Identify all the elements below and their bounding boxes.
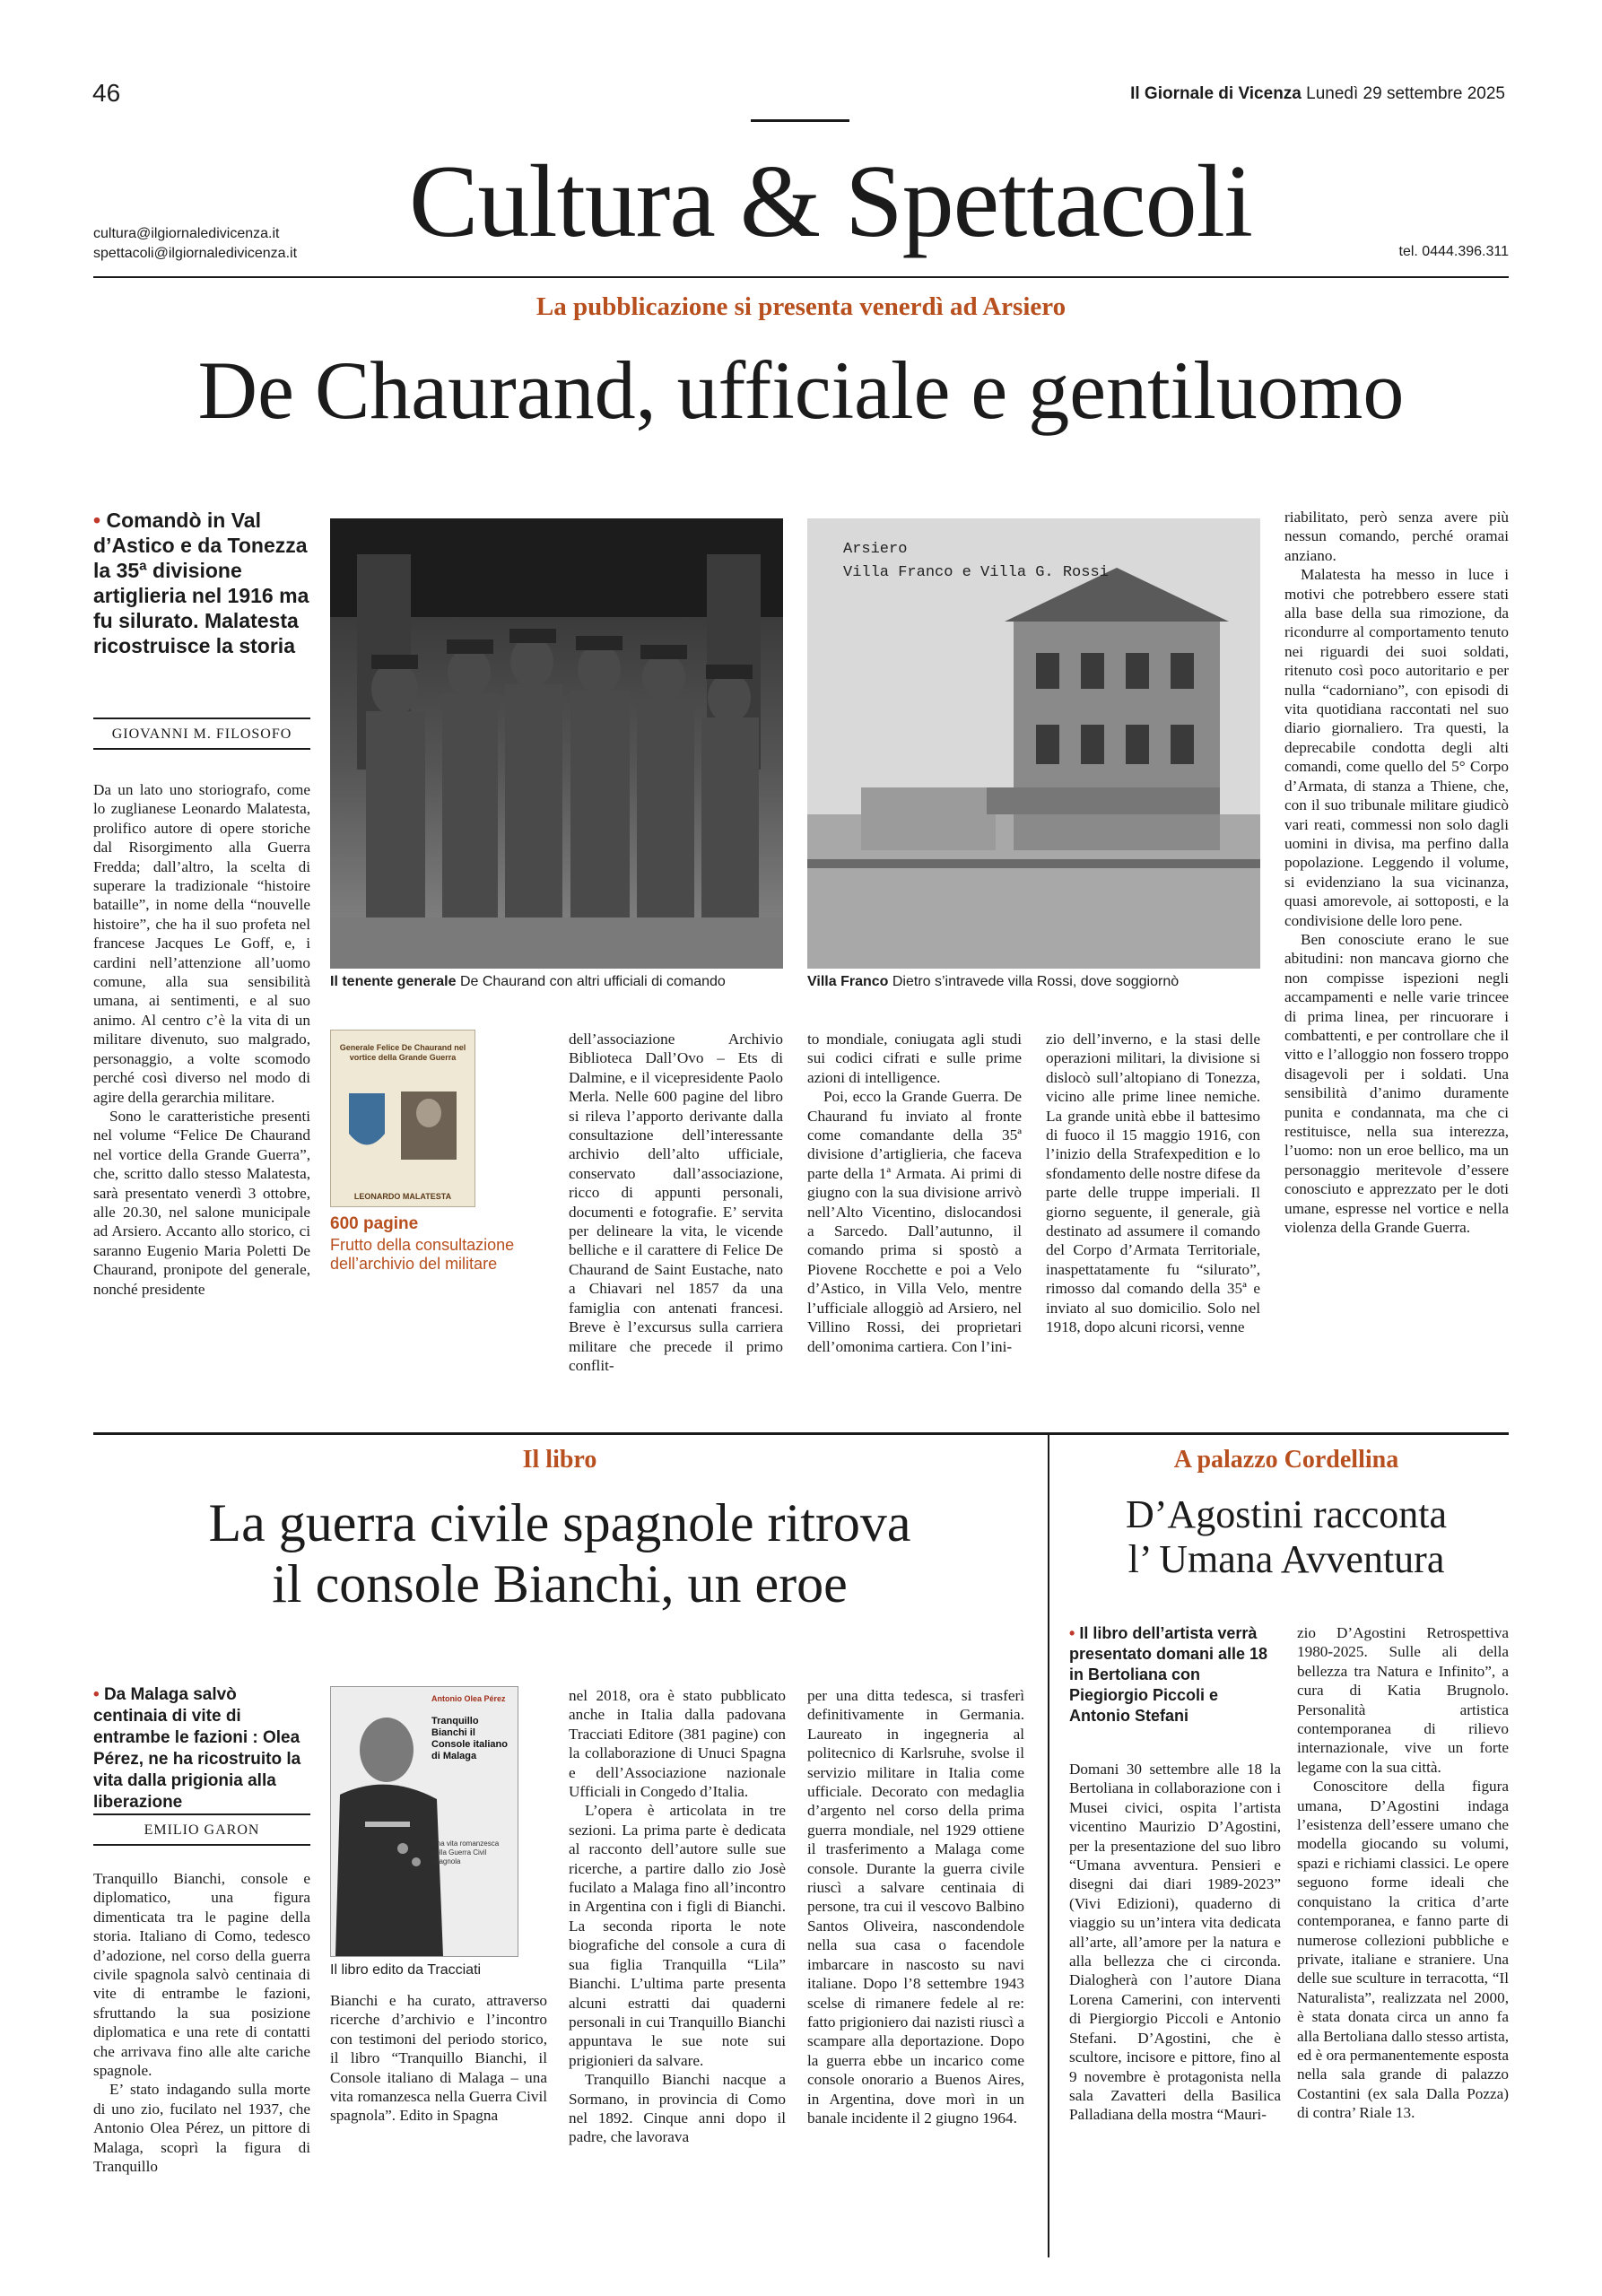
caption-bold: Il tenente generale: [330, 974, 457, 989]
paragraph: Ben conosciute erano le sue abitudini: non mancava giorno che non compisse ispezioni negli accampamenti e nelle varie trincee di prima linea, per rincuorare i combattenti, e per controllare che il vitto e l’alloggio non fossero troppo disagevoli per i soldati. Una sensibilità d’animo duramente punita e condannata, ma che ci restituisce, nella sua interezza, l’uomo: non un eroe bellico, ma un personaggio meritevole d’essere conosciuto e apprezzato per le doti umane, espresse nel vortice e nella violenza della Grande Guerra.: [1284, 930, 1509, 1237]
book-column-4: [807, 1686, 1024, 2255]
paragraph: Tranquillo Bianchi nacque a Sormano, in provincia di Como nel 1892. Cinque anni dopo il padre, che lavorava: [569, 2071, 786, 2146]
headline-line: il console Bianchi, un eroe: [272, 1554, 848, 1613]
side-kicker: A palazzo Cordellina: [1173, 1446, 1399, 1474]
page-number: 46: [92, 79, 121, 107]
section-phone: tel. 0444.396.311: [1398, 244, 1509, 259]
main-headline: De Chaurand, ufficiale e gentiluomo: [197, 344, 1405, 436]
main-summary: [93, 508, 310, 658]
masthead-line: [1130, 84, 1505, 104]
header-divider-mark: [751, 119, 849, 122]
book-column-2: [330, 1991, 547, 2255]
officers-photo-caption: [330, 974, 783, 990]
paragraph: zio dell’inverno, e la stasi delle operazioni militari, la divisione si dislocò sull’altopiano di Tonezza, vicino alle prime linee nemiche. La grande unità ebbe il battesimo di fuoco il 15 maggio 1916, con l’inizio della Strafexpedition e lo sfondamento delle nostre difese da parte delle truppe imperiali. Il giorno seguente, il generale, già destinato ad assumere il comando del Corpo d’Armata Territoriale, inaspettatamente fu “silurato”, rimosso dal comando della 35ª e inviato al suo domicilio. Solo nel 1918, dopo alcuni ricorsi, venne: [1046, 1031, 1260, 1336]
bianchi-book-cover[interactable]: [330, 1686, 518, 1957]
main-column-3: [807, 1030, 1022, 1399]
main-kicker: La pubblicazione si presenta venerdì ad Arsiero: [535, 292, 1067, 321]
article-divider-side: [1049, 1432, 1509, 1435]
side-column-1: [1069, 1760, 1281, 2255]
main-column-1: [93, 780, 310, 1399]
main-byline: GIOVANNI M. FILOSOFO: [93, 718, 310, 750]
villa-photo-caption: [807, 974, 1260, 990]
headline-line: D’Agostini racconta: [1126, 1492, 1447, 1536]
book-cover-thumbnail[interactable]: [330, 1030, 475, 1207]
side-headline: [1064, 1492, 1509, 1582]
paragraph: Da un lato uno storiografo, come lo zuglianese Leonardo Malatesta, prolifico autore di opere storiche dal Risorgimento alla Guerra Fredda; dall’altro, la scelta di superare la tradizionale “histoire bataille”, in nome della “nouvelle histoire”, che ha il suo profeta nel francese Jacques Le Goff, e, i cardini nell’attenzione all’uomo comune, alla sua sensibilità umana, ai sentimenti, e al suo animo. Al centro c’è la vita di un militare divenuto, suo malgrado, personaggio, a volte scomodo perché così diverso nel modo di agire della gerarchia militare.: [93, 781, 310, 1106]
main-summary-text: Comandò in Val d’Astico e da Tonezza la 35ª divisione artiglieria nel 1916 ma fu silurato. Malatesta ricostruisce la storia: [93, 509, 309, 657]
photo-label-line: Villa Franco e Villa G. Rossi: [843, 564, 1109, 581]
paragraph: zio D’Agostini Retrospettiva 1980-2025. Sulle ali della bellezza tra Natura e Infinito”, a cura di Katia Brugnolo. Personalità artistica contemporanea di rilievo internazionale, vive un forte legame con la sua città.: [1297, 1624, 1509, 1776]
cover-title: Tranquillo Bianchi il Console italiano di Malaga: [431, 1716, 508, 1761]
book-column-3: [569, 1686, 786, 2255]
paragraph: Bianchi e ha curato, attraverso ricerche d’archivio e l’incontro con testimoni del periodo storico, il libro “Tranquillo Bianchi, il Console italiano di Malaga – una vita romanzesca nella Guerra Civil spagnola”. Edito in Spagna: [330, 1992, 547, 2125]
bullet-icon: •: [93, 509, 101, 532]
section-rule: [93, 276, 1509, 278]
book-cover-author: LEONARDO MALATESTA: [353, 1192, 452, 1201]
paragraph: Conoscitore della figura umana, D’Agostini indaga l’esistenza dell’essere umano che modella giocando su volumi, spazi e richiami classici. Le opere seguono forme ideali che conquistano la critica d’arte contemporanea, e fanno parte di numerose collezioni pubbliche e private, italiane e straniere. Una delle sue sculture in terracotta, “Il Naturalista”, realizzata nel 2000, è stata donata circa un anno fa alla Bertoliana dallo stesso artista, ed è ora permanentemente esposta nella sala grande di palazzo Costantini (ex sala Dalla Pozza) di contra’ Riale 13.: [1297, 1778, 1509, 2122]
paragraph: dell’associazione Archivio Biblioteca Dall’Ovo – Ets di Dalmine, e il vicepresidente Paolo Merla. Nelle 600 pagine del libro si rileva l’apporto derivante dalla consultazione dell’interessante archivio dell’alto ufficiale, conservato dall’associazione, ricco di appunti personali, documenti e fotografie. E’ servita per delineare la vita, le vicende belliche e il carattere di Felice De Chaurand de Saint Eustache, nato a Chiavari nel 1857 da una famiglia con antenati francesi. Breve è l’excursus sulla carriera militare che precede il primo conflit-: [569, 1031, 783, 1374]
issue-date: Lunedì 29 settembre 2025: [1306, 84, 1505, 103]
side-summary: [1069, 1623, 1281, 1726]
book-note: Frutto della consultazione dell’archivio del militare: [330, 1236, 515, 1273]
paragraph: nel 2018, ora è stato pubblicato anche in Italia dalla padovana Tracciati Editore (381 pagine) con la collaborazione di Unuci Spagna e dell’Associazione nazionale Ufficiali in Congedo d’Italia.: [569, 1687, 786, 1801]
paragraph: per una ditta tedesca, si trasferì definitivamente in Germania. Laureato in ingegneria al politecnico di Karlsruhe, svolse il servizio militare in Italia come ufficiale. Decorato con medaglia d’argento nel corso della prima guerra mondiale, nel 1929 ottiene il trasferimento a Malaga come console. Durante la guerra civile riuscì a salvare centinaia di persone, tra cui il vescovo Balbino Santos Oliveira, nascondendole nella sua casa o facendole imbarcare in nascosto su navi italiane. Dopo l’8 settembre 1943 scelse di rimanere fedele al re: fatto prigioniero dai nazisti riuscì a scampare alla deportazione. Dopo la guerra ebbe un incarico come console onorario a Buenos Aires, in Argentina, dove morì in un banale incidente il 2 giugno 1964.: [807, 1687, 1024, 2126]
book-cover-title: Generale Felice De Chaurand nel vortice della Grande Guerra: [339, 1043, 466, 1062]
book-pages: 600 pagine: [330, 1214, 419, 1233]
cover-author: Antonio Olea Pérez: [431, 1694, 506, 1703]
vertical-divider: [1048, 1432, 1049, 2257]
photo-label-line: Arsiero: [843, 541, 908, 558]
officers-photo[interactable]: [330, 518, 783, 969]
bullet-icon: •: [1069, 1624, 1075, 1642]
paragraph: to mondiale, coniugata agli studi sui codici cifrati e sulle prime azioni di intelligence.: [807, 1031, 1022, 1086]
headline-line: l’ Umana Avventura: [1127, 1537, 1445, 1581]
email-cultura[interactable]: cultura@ilgiornaledivicenza.it: [93, 226, 280, 241]
caption-bold: Villa Franco: [807, 974, 889, 989]
caption-text: Dietro s’intravede villa Rossi, dove soggiornò: [892, 974, 1180, 989]
bullet-icon: •: [93, 1685, 100, 1704]
bianchi-cover-caption: Il libro edito da Tracciati: [330, 1962, 482, 1978]
main-column-2: [569, 1030, 783, 1399]
paragraph: L’opera è articolata in tre sezioni. La prima parte è dedicata al racconto dell’autore sulle sue ricerche, a partire dallo zio Josè fucilato a Malaga fino all’incontro in Argentina con i figli di Bianchi. La seconda riporta le note biografiche del console a cura di sua figlia Tranquilla “Lila” Bianchi. L’ultima parte presenta alcuni estratti dai quaderni personali in cui Tranquillo Bianchi appuntava le sue note sui prigionieri da salvare.: [569, 1802, 786, 2069]
newspaper-name: Il Giornale di Vicenza: [1130, 84, 1302, 103]
book-cover-art: [331, 1084, 475, 1183]
main-column-5: [1284, 508, 1509, 1399]
paragraph: Sono le caratteristiche presenti nel volume “Felice De Chaurand nel vortice della Grande Guerra”, che, scritto dallo stesso Malatesta, sarà presentato venerdì 3 ottobre, alle 20.30, nel salone municipale ad Arsiero. Accanto allo storico, ci saranno Eugenio Maria Poletti De Chaurand, pronipote del generale, nonché presidente: [93, 1107, 310, 1298]
paragraph: Malatesta ha messo in luce i motivi che potrebbero essere stati alla base della sua rimozione, da ricondurre al comportamento tenuto nei riguardi dei suoi soldati, ritenuto così poco autoritario e per nulla “cadorniano”, con episodi di vita quotidiana raccontati nel suo diario giornaliero. Tra questi, la deprecabile condotta degli alti comandi, come quello del 5° Corpo d’Armata, di stanza a Thiene, che, con il suo tribunale militare giudicò vari reati, commessi non solo dagli uomini in divisa, ma perfino dalla popolazione. Leggendo il volume, si evidenziano la sua vicinanza, quasi amorevole, ai sottoposti, e la condivisione delle loro pene.: [1284, 566, 1509, 929]
book-kicker: Il libro: [522, 1446, 597, 1474]
villa-photo-image: [807, 518, 1260, 969]
officers-photo-image: [330, 518, 783, 969]
book-byline: EMILIO GARON: [93, 1813, 310, 1846]
villa-photo-label: [843, 538, 1109, 585]
book-headline: [93, 1492, 1026, 1614]
cover-subtitle: Una vita romanzesca nella Guerra Civil spagnola: [431, 1839, 500, 1866]
paragraph: Tranquillo Bianchi, console e diplomatico, una figura dimenticata tra le pagine della storia. Italiano di Como, tedesco d’adozione, nel corso della guerra civile spagnola salvò centinaia di vite di entrambe le fazioni, sfruttando la sua posizione diplomatica e una rete di contatti che arrivava fino alle alte cariche spagnole.: [93, 1870, 310, 2080]
side-column-2: [1297, 1623, 1509, 2255]
paragraph: E’ stato indagando sulla morte di uno zio, fucilato nel 1937, che Antonio Olea Pérez, un pittore di Malaga, scoprì la figura di Tranquillo: [93, 2081, 310, 2176]
section-emails: [93, 224, 297, 264]
book-summary: [93, 1684, 310, 1813]
paragraph: riabilitato, però senza avere più nessun comando, perché oramai anziano.: [1284, 509, 1509, 564]
main-column-4: [1046, 1030, 1260, 1399]
side-summary-text: Il libro dell’artista verrà presentato domani alle 18 in Bertoliana con Piegiorgio Piccoli e Antonio Stefani: [1069, 1624, 1268, 1725]
article-divider: [93, 1432, 1053, 1435]
book-column-1: [93, 1869, 310, 2255]
villa-photo[interactable]: [807, 518, 1260, 969]
paragraph: Poi, ecco la Grande Guerra. De Chaurand fu inviato al fronte come comandante della 35ª divisione d’artiglieria, che faceva parte della 1ª Armata. Ai primi di giugno con la sua divisione arrivò nell’Alto Vicentino, dislocandosi a Sarcedo. Dall’autunno, il comando prima si spostò a Piovene Rocchette e poi a Velo d’Astico, in Villa Velo, mentre l’ufficiale alloggiò ad Arsiero, nel Villino Rossi, dei proprietari dell’omonima cartiera. Con l’ini-: [807, 1088, 1022, 1355]
paragraph: Domani 30 settembre alle 18 la Bertoliana in collaborazione con i Musei civici, ospita l’artista vicentino Maurizio D’Agostini, per la presentazione del suo libro “Umana avventura. Pensieri e disegni dai diari 1989-2023” (Vivi Edizioni), quaderno di viaggio su un’intera vita dedicata all’arte, all’amore per la natura e alla bellezza che ci circonda. Dialogherà con l’autore Diana Lorena Camerini, con interventi di Piergiorgio Piccoli e Antonio Stefani. D’Agostini, che è scultore, incisore e pittore, fino al 9 novembre è protagonista nella sala Zavatteri della Basilica Palladiana della mostra “Mauri-: [1069, 1761, 1281, 2124]
headline-line: La guerra civile spagnole ritrova: [208, 1493, 911, 1552]
email-spettacoli[interactable]: spettacoli@ilgiornaledivicenza.it: [93, 246, 298, 261]
section-title: Cultura & Spettacoli: [408, 144, 1253, 259]
book-summary-text: Da Malaga salvò centinaia di vite di entrambe le fazioni : Olea Pérez, ne ha ricostruito la vita dalla prigionia alla liberazione: [93, 1685, 301, 1812]
caption-text: De Chaurand con altri ufficiali di comando: [459, 974, 726, 989]
